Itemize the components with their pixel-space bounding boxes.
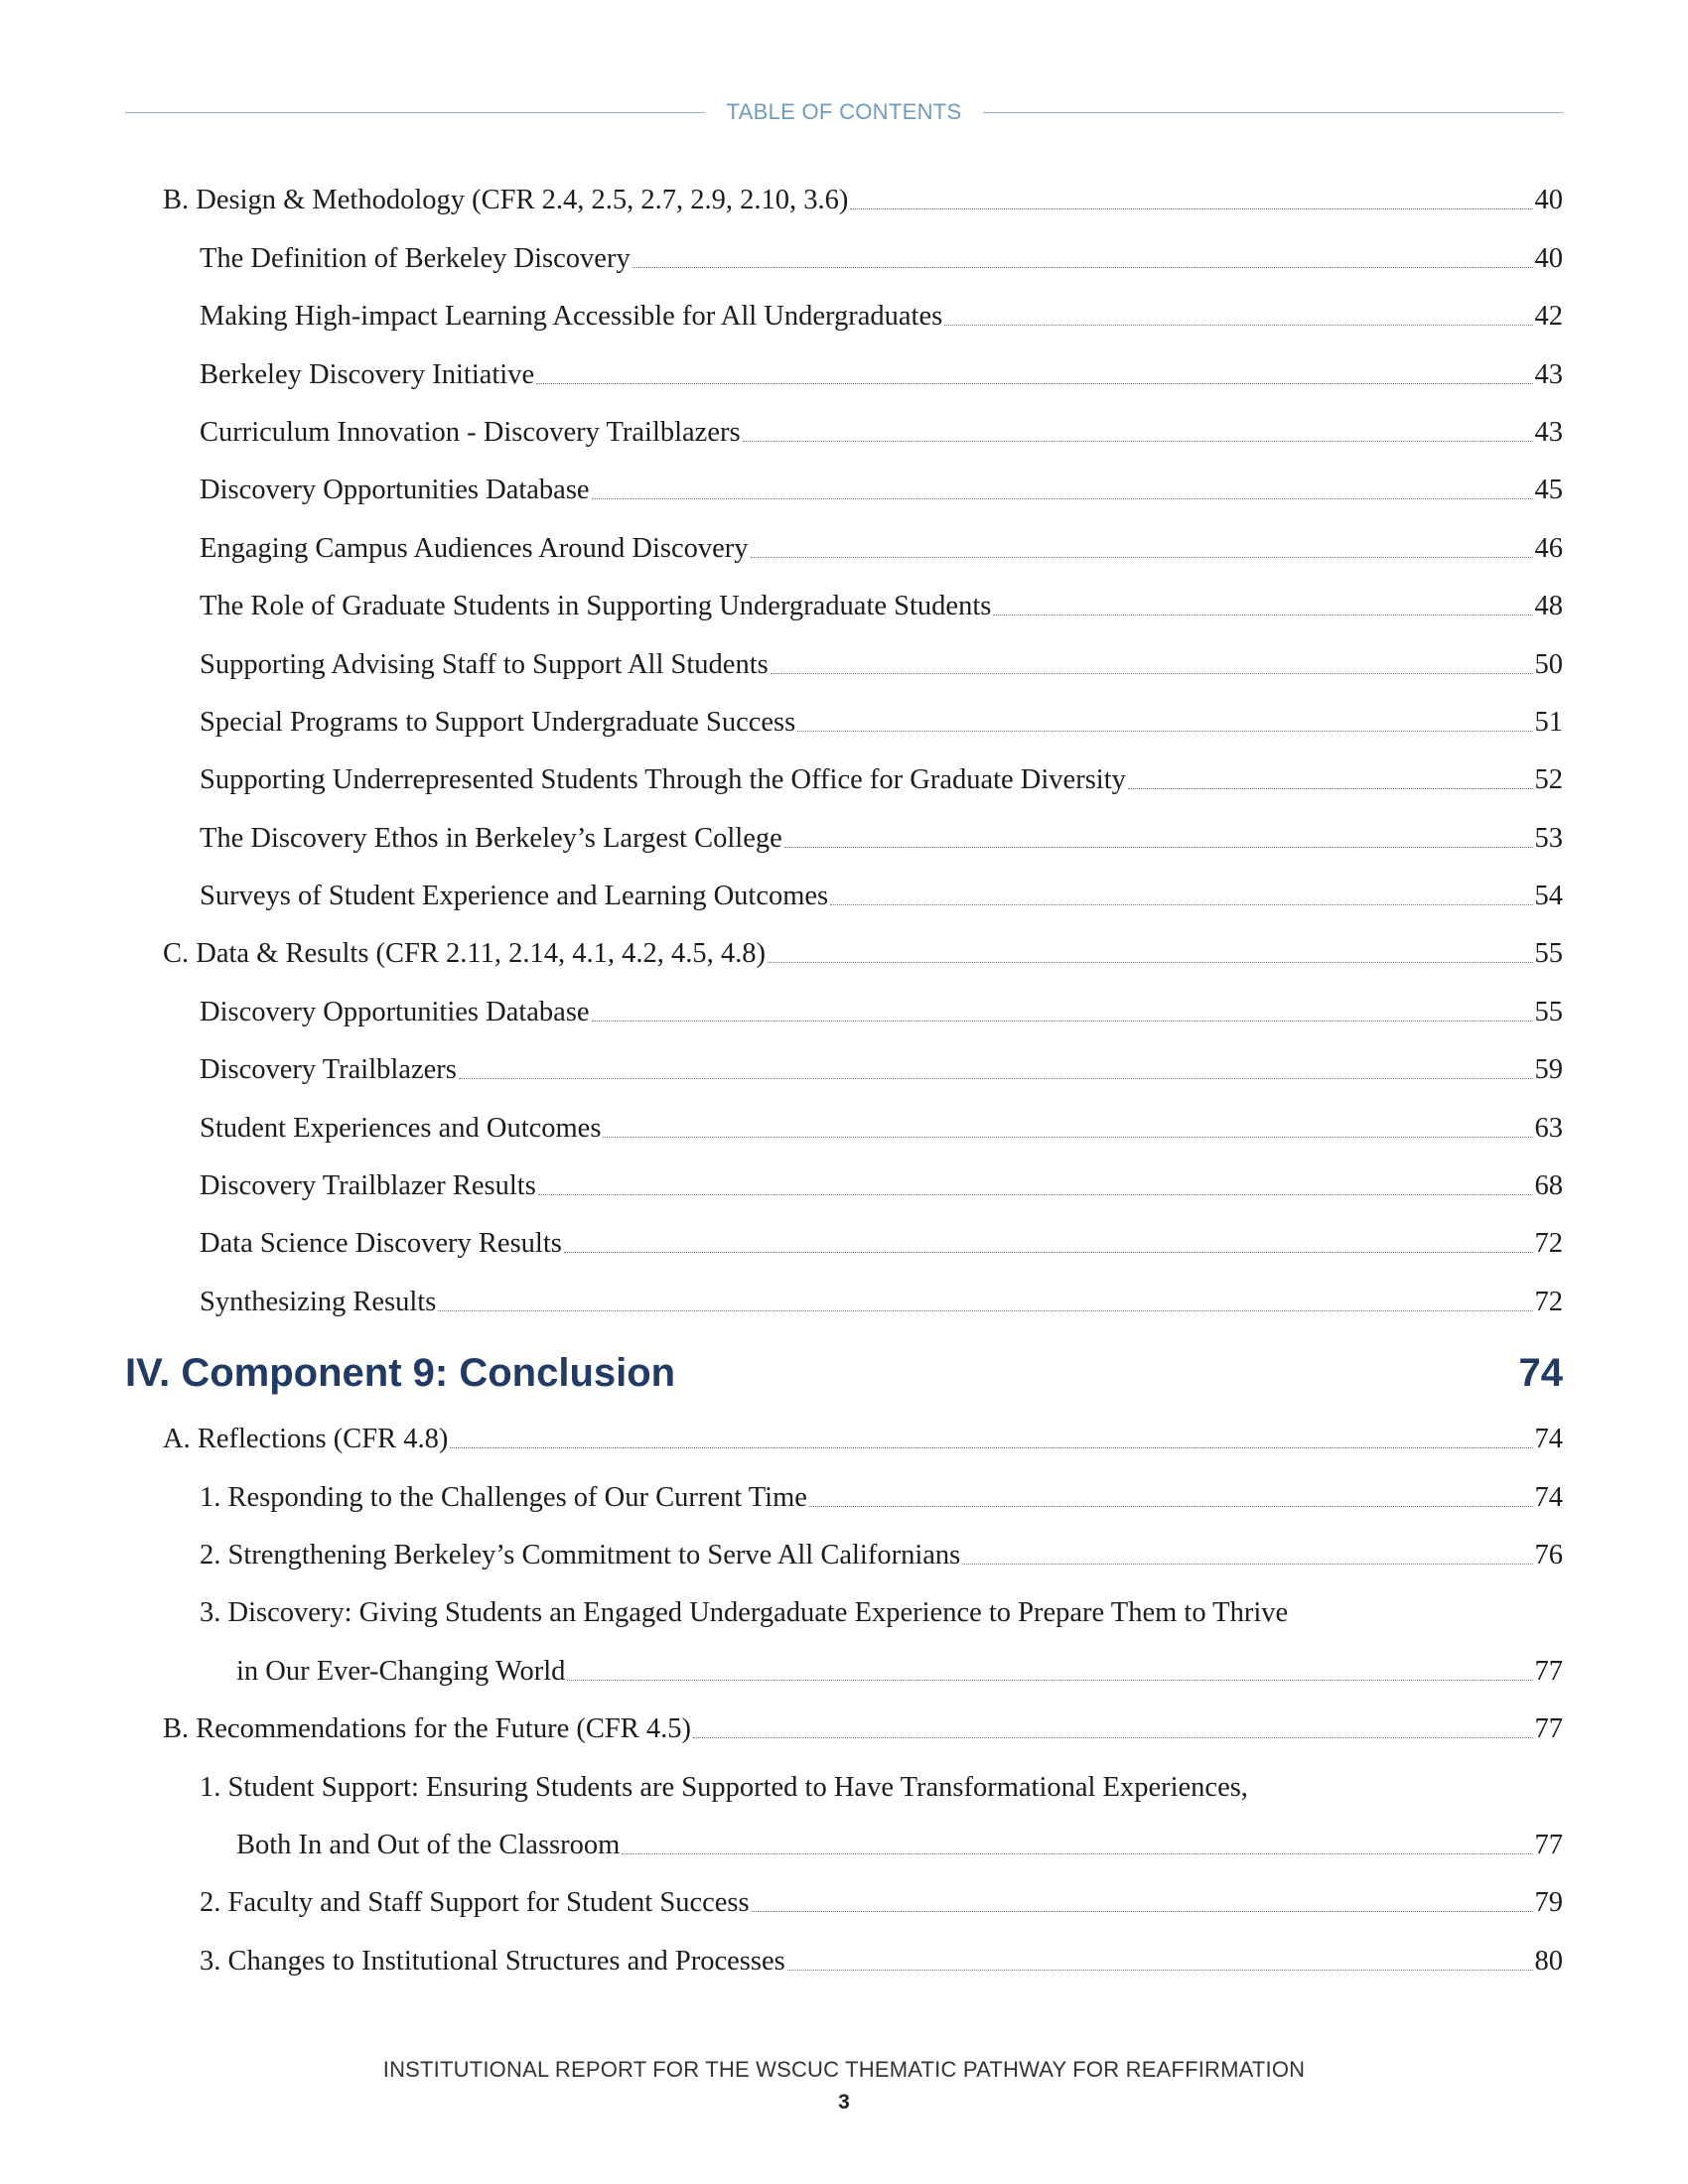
dot-leader: [622, 1853, 1532, 1854]
dot-leader: [567, 1680, 1532, 1681]
toc-entry[interactable]: [125, 226, 1563, 284]
toc-entry-first-line[interactable]: [125, 1755, 1563, 1813]
dot-leader: [809, 1506, 1533, 1507]
toc-entry[interactable]: [125, 980, 1563, 1037]
toc-entry-title: Surveys of Student Experience and Learning Outcomes: [200, 881, 829, 912]
dot-leader: [450, 1447, 1532, 1448]
toc-entry-page: 52: [1534, 764, 1563, 796]
toc-entry-title: Student Experiences and Outcomes: [200, 1112, 602, 1144]
toc-entry-page: 68: [1534, 1170, 1563, 1202]
toc-entry-page: 40: [1534, 185, 1563, 216]
toc-entry-page: 54: [1534, 881, 1563, 912]
toc-entry-title: Discovery Opportunities Database: [200, 996, 590, 1027]
dot-leader: [633, 267, 1533, 268]
toc-entry[interactable]: [125, 1871, 1563, 1929]
toc-entry-title: Discovery Opportunities Database: [200, 475, 590, 506]
toc-entry[interactable]: [125, 285, 1563, 342]
toc-entry-title: Both In and Out of the Classroom: [236, 1829, 621, 1860]
toc-entry[interactable]: [125, 575, 1563, 632]
toc-entry[interactable]: [125, 865, 1563, 922]
dot-leader: [752, 1911, 1533, 1912]
toc-entry[interactable]: [125, 459, 1563, 516]
toc-entry-page: 55: [1534, 996, 1563, 1027]
toc-entry-title: 3. Changes to Institutional Structures and Processes: [200, 1945, 785, 1977]
toc-entry-title: in Our Ever-Changing World: [236, 1655, 566, 1687]
toc-entry-page: 74: [1534, 1481, 1563, 1513]
dot-leader: [797, 731, 1532, 732]
toc-entry-page: 72: [1534, 1228, 1563, 1260]
toc-entry-page: 63: [1534, 1112, 1563, 1144]
toc-entry[interactable]: [125, 1465, 1563, 1523]
dot-leader: [830, 904, 1532, 905]
toc-entry-title: Discovery Trailblazer Results: [200, 1170, 536, 1202]
dot-leader: [771, 673, 1533, 674]
toc-entry[interactable]: [125, 1698, 1563, 1755]
dot-leader: [459, 1078, 1533, 1079]
section-title: IV. Component 9: Conclusion: [125, 1350, 676, 1395]
dot-leader: [768, 962, 1533, 963]
toc-entry[interactable]: [125, 401, 1563, 459]
dot-leader: [962, 1564, 1532, 1565]
dot-leader: [538, 1194, 1533, 1195]
toc-entry-title: Supporting Advising Staff to Support All Students: [200, 648, 769, 680]
section-page: 74: [1518, 1350, 1563, 1395]
toc-entry-page: 76: [1534, 1539, 1563, 1570]
toc-entry[interactable]: [125, 169, 1563, 226]
toc-entry-title: B. Design & Methodology (CFR 2.4, 2.5, 2.7, 2.9, 2.10, 3.6): [163, 185, 849, 216]
toc-entry[interactable]: [125, 342, 1563, 400]
toc-entry-page: 59: [1534, 1054, 1563, 1086]
footer-page-number: 3: [838, 2091, 850, 2114]
dot-leader: [693, 1737, 1533, 1738]
toc-entry[interactable]: [125, 1408, 1563, 1465]
toc-entry-first-line[interactable]: [125, 1581, 1563, 1639]
toc-entry-page: 46: [1534, 532, 1563, 564]
dot-leader: [592, 498, 1533, 499]
dot-leader: [784, 847, 1533, 848]
toc-entry-title: Making High-impact Learning Accessible for All Undergraduates: [200, 301, 943, 333]
toc-entry-page: 72: [1534, 1286, 1563, 1317]
toc-entry-page: 77: [1534, 1829, 1563, 1860]
toc-entry-page: 74: [1534, 1424, 1563, 1455]
toc-entry-title: Synthesizing Results: [200, 1286, 437, 1317]
toc-entry-page: 50: [1534, 648, 1563, 680]
dot-leader: [564, 1252, 1533, 1253]
toc-entry-title: 1. Student Support: Ensuring Students are Supported to Have Transformational Experiences,: [200, 1771, 1248, 1803]
toc-entry-title: 2. Strengthening Berkeley’s Commitment to Serve All Californians: [200, 1539, 961, 1570]
toc-entry-title: The Role of Graduate Students in Supporting Undergraduate Students: [200, 591, 992, 622]
toc-entry[interactable]: [125, 749, 1563, 806]
toc-entry-page: 79: [1534, 1887, 1563, 1919]
header-label: TABLE OF CONTENTS: [726, 99, 962, 124]
dot-leader: [850, 208, 1532, 209]
toc-entry-page: 40: [1534, 242, 1563, 274]
toc-entry-continuation[interactable]: [125, 1639, 1563, 1697]
dot-leader: [787, 1970, 1533, 1971]
dot-leader: [592, 1021, 1533, 1022]
toc-entry[interactable]: [125, 1929, 1563, 1986]
dot-leader: [993, 614, 1532, 615]
toc-entry-page: 43: [1534, 416, 1563, 448]
toc-entry-title: A. Reflections (CFR 4.8): [163, 1424, 449, 1455]
toc-section-heading[interactable]: [125, 1328, 1563, 1408]
toc-entry-title: 3. Discovery: Giving Students an Engaged Undergaduate Experience to Prepare Them to Thrive: [200, 1597, 1289, 1629]
toc-entry[interactable]: [125, 691, 1563, 749]
dot-leader: [751, 557, 1533, 558]
toc-entry-title: Special Programs to Support Undergraduate Success: [200, 706, 796, 738]
toc-entry-title: Berkeley Discovery Initiative: [200, 358, 535, 390]
toc-entry[interactable]: [125, 632, 1563, 690]
toc-entry-page: 48: [1534, 591, 1563, 622]
toc-entry-page: 77: [1534, 1655, 1563, 1687]
header-rule-right: [983, 112, 1563, 113]
toc-entry-title: Data Science Discovery Results: [200, 1228, 562, 1260]
toc-entry-continuation[interactable]: [125, 1814, 1563, 1871]
dot-leader: [743, 441, 1533, 442]
toc-entry-page: 53: [1534, 822, 1563, 854]
header-rule-left: [125, 112, 705, 113]
table-of-contents: [125, 169, 1563, 1987]
toc-entry-title: The Definition of Berkeley Discovery: [200, 242, 631, 274]
toc-entry-title: B. Recommendations for the Future (CFR 4.5): [163, 1713, 691, 1745]
toc-entry-title: Supporting Underrepresented Students Through the Office for Graduate Diversity: [200, 764, 1126, 796]
toc-entry[interactable]: [125, 922, 1563, 980]
dot-leader: [944, 325, 1532, 326]
toc-entry[interactable]: [125, 516, 1563, 574]
running-header: [125, 97, 1563, 127]
footer-document-title: INSTITUTIONAL REPORT FOR THE WSCUC THEMATIC PATHWAY FOR REAFFIRMATION: [382, 2057, 1306, 2082]
toc-entry[interactable]: [125, 1038, 1563, 1096]
toc-entry[interactable]: [125, 1096, 1563, 1154]
toc-entry-title: C. Data & Results (CFR 2.11, 2.14, 4.1, 4.2, 4.5, 4.8): [163, 938, 766, 970]
toc-entry[interactable]: [125, 1212, 1563, 1270]
toc-entry[interactable]: [125, 806, 1563, 864]
toc-entry-title: Engaging Campus Audiences Around Discovery: [200, 532, 749, 564]
toc-entry-page: 45: [1534, 475, 1563, 506]
toc-entry-title: 2. Faculty and Staff Support for Student Success: [200, 1887, 750, 1919]
toc-entry-page: 77: [1534, 1713, 1563, 1745]
toc-entry-page: 55: [1534, 938, 1563, 970]
dot-leader: [438, 1310, 1532, 1311]
toc-entry-title: The Discovery Ethos in Berkeley’s Largest College: [200, 822, 782, 854]
toc-entry[interactable]: [125, 1270, 1563, 1327]
toc-entry-page: 42: [1534, 301, 1563, 333]
toc-entry-page: 43: [1534, 358, 1563, 390]
dot-leader: [1128, 788, 1533, 789]
toc-entry-page: 51: [1534, 706, 1563, 738]
toc-entry-page: 80: [1534, 1945, 1563, 1977]
dot-leader: [536, 383, 1532, 384]
dot-leader: [603, 1137, 1532, 1138]
toc-entry[interactable]: [125, 1155, 1563, 1212]
toc-entry-title: 1. Responding to the Challenges of Our Current Time: [200, 1481, 807, 1513]
toc-entry[interactable]: [125, 1524, 1563, 1581]
toc-entry-title: Discovery Trailblazers: [200, 1054, 457, 1086]
toc-entry-title: Curriculum Innovation - Discovery Trailblazers: [200, 416, 741, 448]
